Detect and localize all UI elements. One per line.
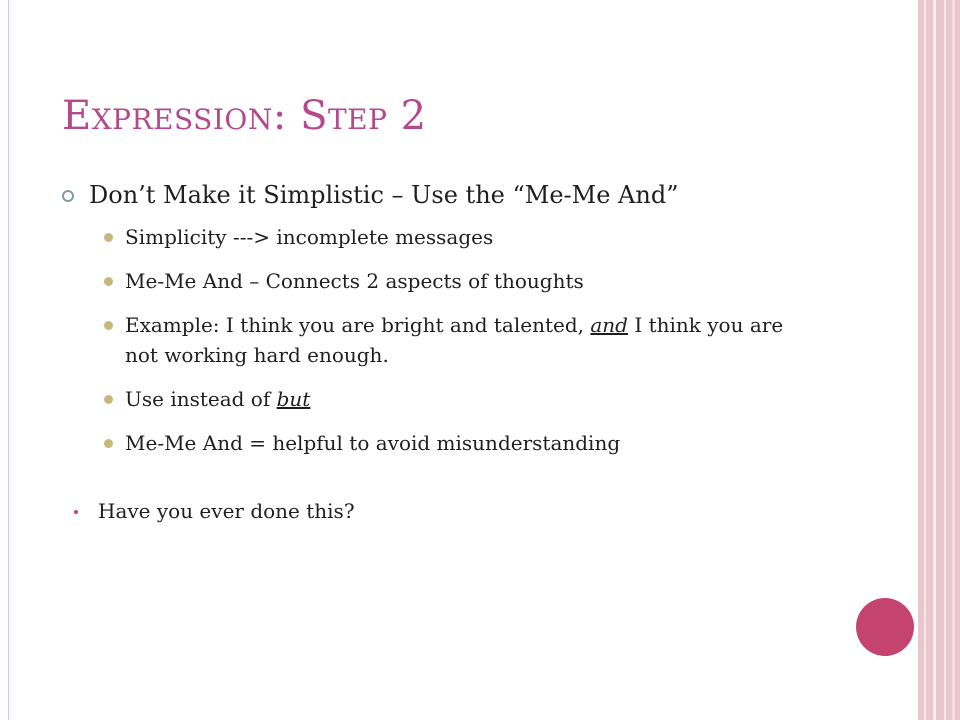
dot-bullet-icon [104,277,113,286]
sub-bullet-list [104,222,804,472]
sub-bullet-item [104,310,804,370]
sub-bullet-text: Simplicity ---> incomplete messages [125,225,494,249]
main-bullet-item [62,178,862,212]
dot-bullet-icon [104,321,113,330]
sub-bullet-item [104,384,804,414]
ring-bullet-icon [62,190,74,202]
decorative-stripe [933,0,936,720]
dot-bullet-icon [104,233,113,242]
sub-bullet-text: Me-Me And – Connects 2 aspects of thoughts [125,269,584,293]
extra-bullet-text: Have you ever done this? [98,499,355,523]
dot-bullet-icon [104,439,113,448]
small-dot-icon [74,510,78,514]
decorative-stripe [944,0,946,720]
sub-bullet-item [104,266,804,296]
left-frame-line [8,0,9,720]
decorative-stripe [952,0,955,720]
sub-bullet-item [104,428,804,458]
sub-bullet-text: Example: I think you are bright and talented, and I think you are not working hard enough. [125,313,784,367]
extra-bullet-item [74,496,355,526]
sub-bullet-item [104,222,804,252]
sub-bullet-text: Use instead of but [125,387,311,411]
decorative-stripe [924,0,926,720]
main-bullet-text: Don’t Make it Simplistic – Use the “Me-Me And” [89,181,679,209]
slide-title: Expression: Step 2 [62,93,427,139]
accent-circle [856,598,914,656]
sub-bullet-text: Me-Me And = helpful to avoid misunderstanding [125,431,621,455]
emphasized-word: and [590,313,628,337]
emphasized-word: but [276,387,311,411]
dot-bullet-icon [104,395,113,404]
